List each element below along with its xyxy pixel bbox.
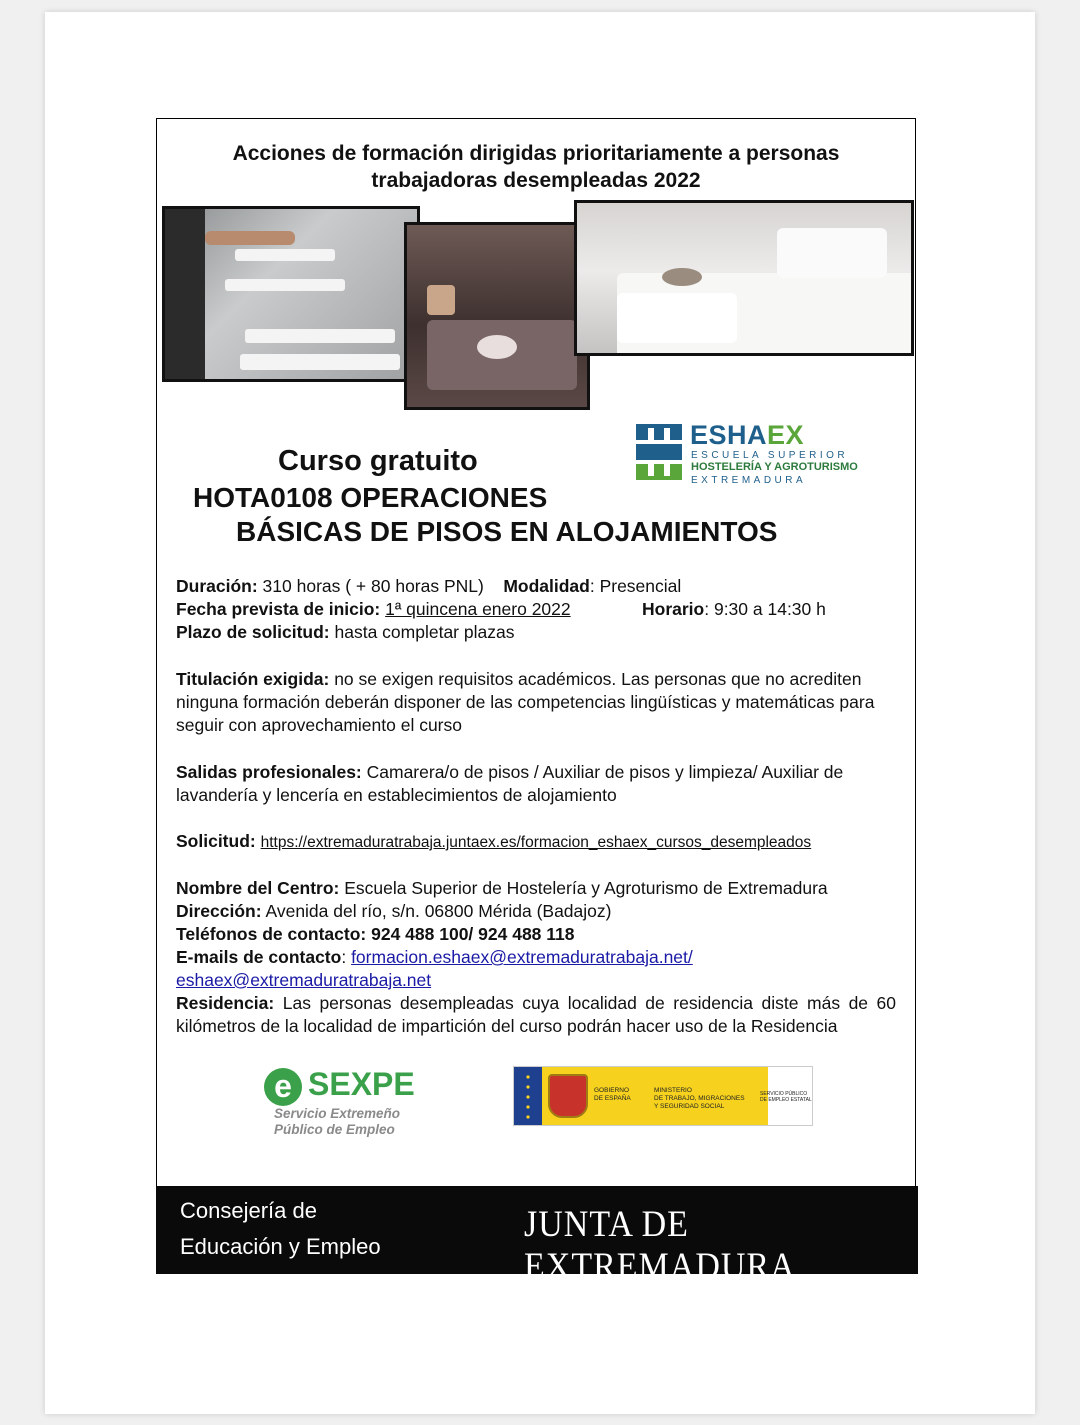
- eu-flag-icon: [514, 1067, 542, 1125]
- center-info: [176, 877, 896, 1038]
- phones-row: [176, 923, 896, 946]
- modality-label: Modalidad: [503, 576, 590, 596]
- address-label: Dirección:: [176, 901, 262, 921]
- eshaex-line-3: EXTREMADURA: [691, 475, 807, 486]
- course-free-label: Curso gratuito: [278, 445, 478, 477]
- sepe-text: SERVICIO PÚBLICO DE EMPLEO ESTATAL: [760, 1091, 812, 1103]
- application-label: Solicitud:: [176, 831, 256, 851]
- phones-text: Teléfonos de contacto: 924 488 100/ 924 488 118: [176, 924, 575, 944]
- eshaex-line-1: ESCUELA SUPERIOR: [691, 450, 849, 461]
- ministerio-text: MINISTERIO DE TRABAJO, MIGRACIONES Y SEGURIDAD SOCIAL: [654, 1087, 745, 1110]
- photo-bed-making: [574, 200, 914, 356]
- footer-bar: [156, 1186, 918, 1287]
- spain-coat-of-arms-icon: [548, 1074, 588, 1118]
- career-paragraph: [176, 761, 896, 807]
- center-name-label: Nombre del Centro:: [176, 878, 340, 898]
- footer-consejeria-line-2: Educación y Empleo: [180, 1234, 381, 1259]
- headline-line-2: trabajadoras desempleadas 2022: [371, 169, 701, 192]
- gobierno-text: GOBIERNO DE ESPAÑA: [594, 1087, 631, 1102]
- modality-value: : Presencial: [589, 576, 682, 596]
- gobierno-logo: [513, 1066, 813, 1126]
- sexpe-logo: [264, 1064, 424, 1140]
- email-link-2[interactable]: eshaex@extremaduratrabaja.net: [176, 970, 432, 990]
- sexpe-name: SEXPE: [308, 1066, 415, 1102]
- application-link[interactable]: https://extremaduratrabaja.juntaex.es/formacion_eshaex_cursos_desempleados: [260, 834, 812, 851]
- residence-label: Residencia:: [176, 993, 275, 1013]
- schedule-label: Horario: [642, 599, 705, 619]
- emails-label: E-mails de contacto: [176, 947, 342, 967]
- course-details: [176, 575, 896, 644]
- deadline-label: Plazo de solicitud:: [176, 622, 330, 642]
- duration-label: Duración:: [176, 576, 258, 596]
- start-date-row: [176, 598, 896, 621]
- junta-extremadura-logo: JUNTA DE EXTREMADURA: [524, 1204, 796, 1287]
- address-row: [176, 900, 896, 923]
- requirements-value: no se exigen requisitos académicos. Las personas que no acrediten ninguna formación deberán disponer de las competencias lingüísticas y matemáticas para seguir con aprovechamiento el curso: [176, 669, 875, 735]
- emails-row-2: [176, 969, 896, 992]
- address-value: Avenida del río, s/n. 06800 Mérida (Badajoz): [261, 901, 612, 921]
- sexpe-subtitle-2: Público de Empleo: [274, 1122, 395, 1137]
- start-date-value: 1ª quincena enero 2022: [385, 599, 571, 619]
- headline-line-1: Acciones de formación dirigidas prioritariamente a personas: [232, 142, 840, 165]
- sexpe-subtitle-1: Servicio Extremeño: [274, 1106, 401, 1121]
- residence-value: Las personas desempleadas cuya localidad de residencia diste más de 60 kilómetros de la localidad de impartición del curso podrán hacer uso de la Residencia: [176, 993, 896, 1036]
- emails-row: E-mails de contacto: formacion.eshaex@extremaduratrabaja.net/: [176, 947, 693, 967]
- photo-hotel-room: [404, 222, 590, 410]
- course-title-line-2: BÁSICAS DE PISOS EN ALOJAMIENTOS: [236, 516, 778, 547]
- sexpe-e-icon: e: [264, 1068, 302, 1106]
- duration-value: 310 horas ( + 80 horas PNL): [257, 576, 484, 596]
- deadline-row: [176, 621, 896, 644]
- eshaex-mark-icon: [634, 422, 684, 482]
- requirements-label: Titulación exigida:: [176, 669, 330, 689]
- residence-paragraph: [176, 992, 896, 1038]
- requirements-paragraph: [176, 668, 896, 737]
- email-link-1[interactable]: formacion.eshaex@extremaduratrabaja.net/: [351, 947, 693, 967]
- eshaex-logo: [634, 420, 884, 490]
- flyer-headline: [156, 140, 916, 194]
- career-label: Salidas profesionales:: [176, 762, 362, 782]
- center-name-row: [176, 877, 896, 900]
- schedule-value: : 9:30 a 14:30 h: [704, 599, 826, 619]
- photo-linen-shelves: [162, 206, 420, 382]
- deadline-value: hasta completar plazas: [329, 622, 515, 642]
- center-name-value: Escuela Superior de Hostelería y Agroturismo de Extremadura: [339, 878, 828, 898]
- duration-row: [176, 575, 896, 598]
- eshaex-name: ESHAEX: [690, 420, 805, 450]
- course-title-line-1: HOTA0108 OPERACIONES: [193, 482, 548, 513]
- application-row: [176, 830, 896, 854]
- start-date-label: Fecha prevista de inicio:: [176, 599, 381, 619]
- footer-consejeria-line-1: Consejería de: [180, 1198, 317, 1223]
- eshaex-line-2: HOSTELERÍA Y AGROTURISMO: [691, 461, 858, 473]
- career-value: Camarera/o de pisos / Auxiliar de pisos y limpieza/ Auxiliar de lavandería y lencería en establecimientos de alojamiento: [176, 762, 844, 805]
